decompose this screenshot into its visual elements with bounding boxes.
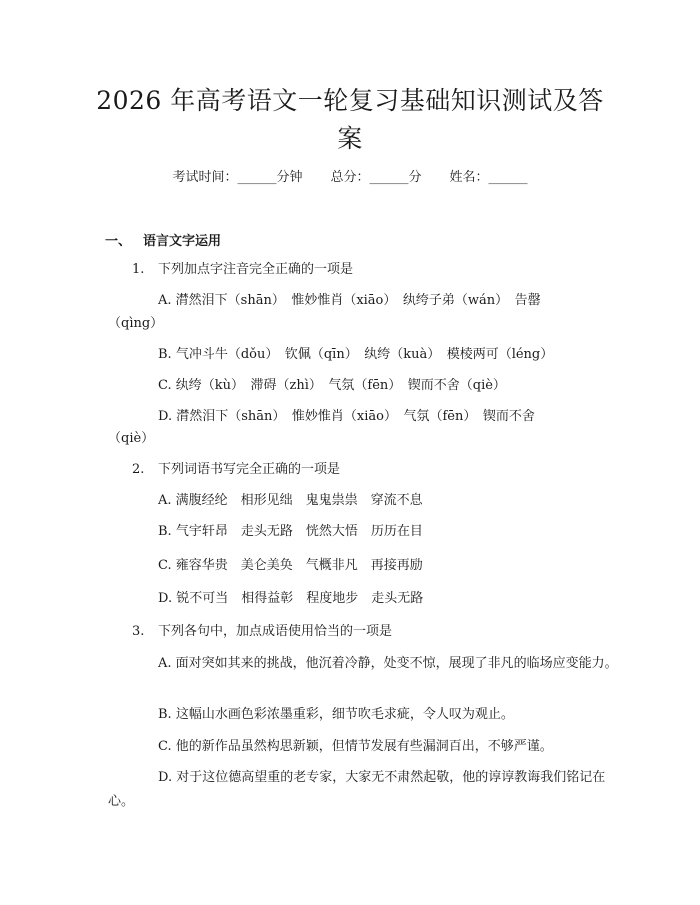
exam-info-line — [0, 166, 700, 185]
question-number: 1. — [132, 262, 145, 277]
q1-option-d-line1: D. 潸然泪下（shān） 惟妙惟肖（xiāo） 气氛（fēn） 锲而不舍 — [158, 409, 535, 424]
q2-option-d: D. 锐不可当 相得益彰 程度地步 走头无路 — [158, 591, 424, 606]
exam-time-label: 考试时间：______分钟 — [172, 170, 303, 185]
question-number: 3. — [132, 624, 145, 639]
q1-option-a-line2: （qìng） — [108, 316, 164, 331]
q2-option-c: C. 雍容华贵 美仑美奂 气概非凡 再接再励 — [158, 558, 423, 573]
q3-option-c: C. 他的新作品虽然构思新颖，但情节发展有些漏洞百出，不够严谨。 — [158, 739, 553, 754]
q1-option-b: B. 气冲斗牛（dǒu） 钦佩（qīn） 纨绔（kuà） 模棱两可（léng） — [158, 347, 554, 362]
q1-option-d-line2: （qiè） — [108, 431, 155, 446]
title-line-1: 2026 年高考语文一轮复习基础知识测试及答 — [96, 86, 604, 115]
section-title: 语言文字运用 — [143, 234, 222, 249]
question-1-stem — [132, 260, 353, 280]
question-text: 下列加点字注音完全正确的一项是 — [158, 262, 354, 277]
title-line-2: 案 — [337, 124, 363, 153]
q1-option-c: C. 纨绔（kù） 滞碍（zhì） 气氛（fēn） 锲而不舍（qiè） — [158, 378, 506, 393]
question-text: 下列各句中，加点成语使用恰当的一项是 — [158, 624, 393, 639]
section-heading — [105, 230, 221, 249]
q3-option-d: D. 对于这位德高望重的老专家，大家无不肃然起敬，他的谆谆教诲我们铭记在心。 — [108, 770, 606, 809]
question-number: 2. — [132, 462, 145, 477]
question-text: 下列词语书写完全正确的一项是 — [158, 462, 341, 477]
question-3-stem — [132, 622, 392, 642]
q2-option-b: B. 气宇轩昂 走头无路 恍然大悟 历历在目 — [158, 524, 423, 539]
q3-option-a: A. 面对突如其来的挑战，他沉着冷静，处变不惊，展现了非凡的临场应变能力。 — [158, 656, 618, 671]
q3-option-b: B. 这幅山水画色彩浓墨重彩，细节吹毛求疵，令人叹为观止。 — [158, 707, 514, 722]
total-score-label: 总分：______分 — [330, 170, 422, 185]
q1-option-a-line1: A. 潸然泪下（shān） 惟妙惟肖（xiāo） 纨绔子弟（wán） 告罄 — [158, 293, 541, 308]
name-label: 姓名：______ — [449, 170, 528, 185]
q2-option-a: A. 满腹经纶 相形见绌 鬼鬼祟祟 穿流不息 — [158, 493, 423, 508]
question-2-stem — [132, 460, 340, 480]
document-title — [90, 82, 610, 158]
section-number: 一、 — [105, 234, 132, 249]
